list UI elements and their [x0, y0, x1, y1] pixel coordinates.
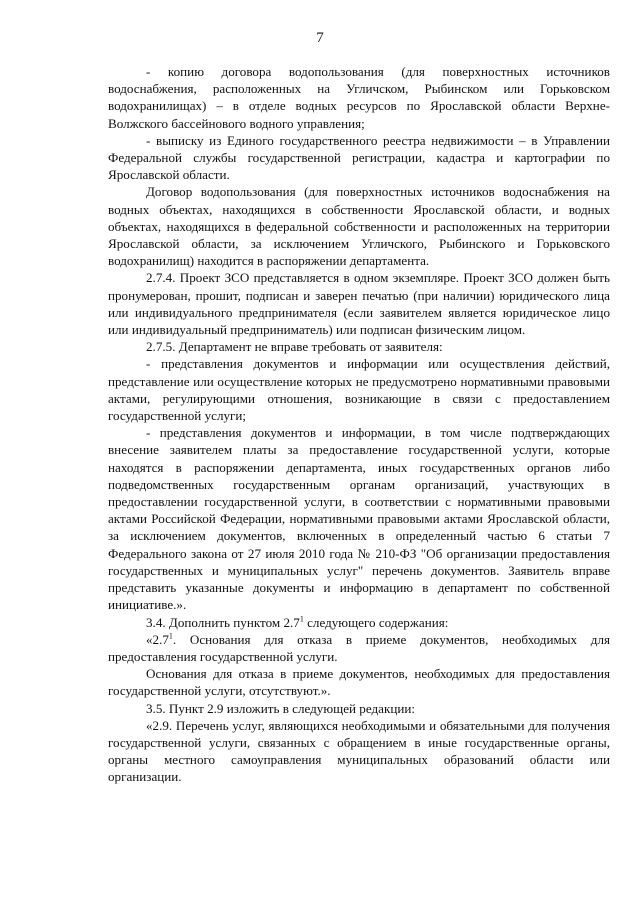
paragraph-text: «2.7: [146, 631, 169, 647]
paragraph: - выписку из Единого государственного реестра недвижимости – в Управлении Федеральной службы государственной регистрации, кадастра и картографии по Ярославской области.: [108, 132, 610, 183]
paragraph: [108, 614, 610, 631]
superscript: 1: [168, 631, 173, 641]
paragraph: 2.7.4. Проект ЗСО представляется в одном экземпляре. Проект ЗСО должен быть пронумерован, прошит, подписан и заверен печатью (при наличии) юридического лица или индивидуального предпринимателя (если заявителем является юридическое лицо или индивидуальный предприниматель) или подписан физическим лицом.: [108, 270, 610, 338]
paragraph-text: следующего содержания:: [303, 614, 449, 630]
page-number: 7: [316, 30, 324, 46]
paragraph: Основания для отказа в приеме документов, необходимых для предоставления государственной услуги, отсутствуют.».: [108, 666, 610, 699]
paragraph: Договор водопользования (для поверхностных источников водоснабжения на водных объектах, находящихся в собственности Ярославской области, и водных объектах, находящихся в федеральной собственности и расположенных на территории Ярославской области, за исключением Угличского, Рыбинского и Горьковского водохранилищ) находится в распоряжении департамента.: [108, 184, 610, 269]
paragraph: - копию договора водопользования (для поверхностных источников водоснабжения, расположенных на Угличском, Рыбинском или Горьковском водохранилищах) – в отделе водных ресурсов по Ярославской области Верхне-Волжского бассейнового водного управления;: [108, 64, 610, 131]
paragraph: 3.5. Пункт 2.9 изложить в следующей редакции:: [146, 700, 415, 716]
paragraph-text: 3.4. Дополнить пунктом 2.7: [146, 614, 300, 630]
paragraph: [108, 631, 610, 665]
superscript: 1: [299, 614, 304, 624]
paragraph: «2.9. Перечень услуг, являющихся необходимыми и обязательными для получения государственной услуги, связанных с обращением в иные государственные органы, органы местного самоуправления муниципальных образований области или организации.: [108, 717, 610, 785]
paragraph: - представления документов и информации или осуществления действий, представление или осуществление которых не предусмотрено нормативными правовыми актами, регулирующими отношения, возникающие в связи с предоставлением государственной услуги;: [108, 356, 610, 424]
document-body: [108, 63, 610, 786]
paragraph-text: . Основания для отказа в приеме документов, необходимых для предоставления государственной услуги.: [108, 631, 610, 664]
paragraph: 2.7.5. Департамент не вправе требовать от заявителя:: [146, 339, 443, 355]
paragraph: - представления документов и информации, в том числе подтверждающих внесение заявителем платы за предоставление государственной услуги, которые находятся в распоряжении департамента, иных государственных органов либо подведомственных государственным органам организаций, участвующих в предоставлении государственной услуги, в соответствии с нормативными правовыми актами Российской Федерации, нормативными правовыми актами Ярославской области, за исключением документов, включенных в определенный частью 6 статьи 7 Федерального закона от 27 июля 2010 года № 210-ФЗ "Об организации предоставления государственных и муниципальных услуг" перечень документов. Заявитель вправе представить указанные документы и информацию в департамент по собственной инициативе.».: [108, 425, 610, 613]
